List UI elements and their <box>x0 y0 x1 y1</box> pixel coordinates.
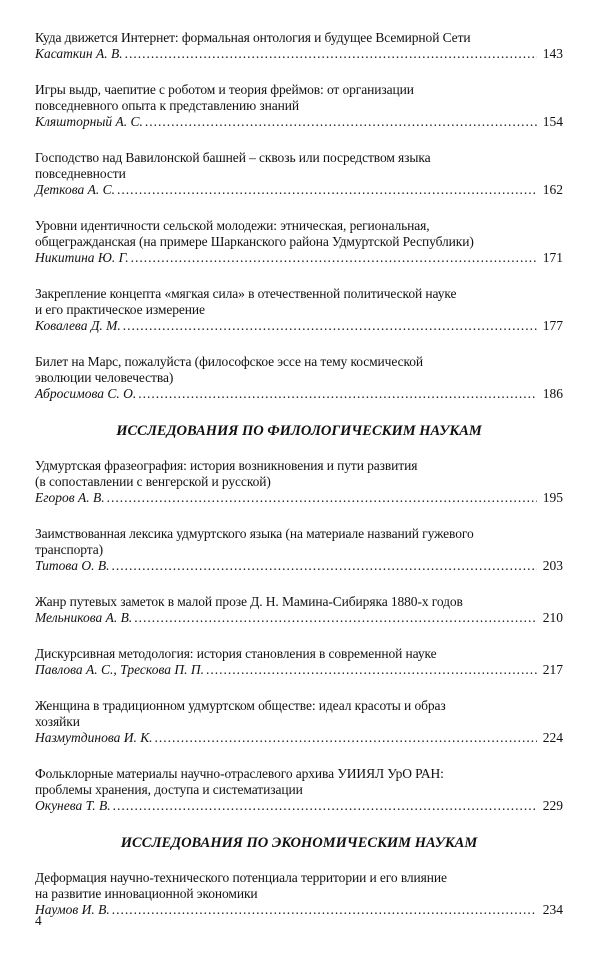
toc-entry[interactable] <box>35 458 563 506</box>
dot-leader <box>112 902 537 918</box>
entry-title-line: Игры выдр, чаепитие с роботом и теория фреймов: от организации <box>35 82 414 97</box>
entry-title <box>35 458 563 490</box>
entry-author: Назмутдинова И. К. <box>35 730 153 745</box>
entry-page-number: 186 <box>542 386 563 401</box>
entry-author-row <box>35 182 563 198</box>
entry-title-line: общегражданская (на примере Шарканского района Удмуртской Республики) <box>35 234 474 249</box>
entry-title-line: проблемы хранения, доступа и систематизации <box>35 782 303 797</box>
entry-title <box>35 354 563 386</box>
dot-leader <box>131 250 537 266</box>
dot-leader <box>134 610 537 626</box>
entry-title-line: Женщина в традиционном удмуртском обществе: идеал красоты и образ <box>35 698 446 713</box>
entry-title <box>35 30 563 46</box>
entry-title-line: Жанр путевых заметок в малой прозе Д. Н. Мамина-Сибиряка 1880-х годов <box>35 594 463 609</box>
entry-title-line: эволюции человечества) <box>35 370 174 385</box>
table-of-contents <box>35 30 563 938</box>
entry-page-number: 229 <box>542 798 563 813</box>
entry-author: Мельникова А. В. <box>35 610 133 625</box>
dot-leader <box>111 558 536 574</box>
toc-entry[interactable] <box>35 646 563 678</box>
page-number: 4 <box>35 913 42 928</box>
entry-title-line: Уровни идентичности сельской молодежи: этническая, региональная, <box>35 218 430 233</box>
entry-author: Окунева Т. В. <box>35 798 111 813</box>
entry-author: Павлова А. С., Трескова П. П. <box>35 662 204 677</box>
entry-author-row <box>35 490 563 506</box>
entry-author-row <box>35 46 563 62</box>
entry-title <box>35 646 563 662</box>
entry-author-row <box>35 114 563 130</box>
toc-entry[interactable] <box>35 286 563 334</box>
entry-author-row <box>35 250 563 266</box>
entry-title <box>35 870 563 902</box>
entry-title <box>35 218 563 250</box>
entry-title <box>35 286 563 318</box>
entry-title-line: Деформация научно-технического потенциала территории и его влияние <box>35 870 447 885</box>
toc-entry[interactable] <box>35 594 563 626</box>
entry-author: Егоров А. В. <box>35 490 105 505</box>
entry-page-number: 143 <box>542 46 563 61</box>
section-heading: ИССЛЕДОВАНИЯ ПО ФИЛОЛОГИЧЕСКИМ НАУКАМ <box>116 423 482 439</box>
entry-author-row <box>35 558 563 574</box>
entry-author: Титова О. В. <box>35 558 110 573</box>
entry-title-line: Удмуртская фразеография: история возникновения и пути развития <box>35 458 418 473</box>
dot-leader <box>138 386 537 402</box>
entry-author: Ковалева Д. М. <box>35 318 121 333</box>
entry-title-line: Фольклорные материалы научно-отраслевого архива УИИЯЛ УрО РАН: <box>35 766 444 781</box>
entry-page-number: 210 <box>542 610 563 625</box>
toc-entry[interactable] <box>35 30 563 62</box>
entry-title-line: Билет на Марс, пожалуйста (философское эссе на тему космической <box>35 354 424 369</box>
entry-title <box>35 698 563 730</box>
entry-page-number: 234 <box>542 902 563 917</box>
dot-leader <box>125 46 537 62</box>
toc-entry[interactable] <box>35 870 563 918</box>
entry-title <box>35 766 563 798</box>
toc-entry[interactable] <box>35 82 563 130</box>
entry-title-line: и его практическое измерение <box>35 302 205 317</box>
entry-title-line: на развитие инновационной экономики <box>35 886 258 901</box>
toc-entry[interactable] <box>35 218 563 266</box>
entry-page-number: 171 <box>542 250 563 265</box>
entry-author: Касаткин А. В. <box>35 46 123 61</box>
entry-author-row <box>35 902 563 918</box>
entry-page-number: 177 <box>542 318 563 333</box>
entry-author: Абросимова С. О. <box>35 386 137 401</box>
entry-author-row <box>35 610 563 626</box>
dot-leader <box>107 490 537 506</box>
entry-title <box>35 150 563 182</box>
entry-author: Никитина Ю. Г. <box>35 250 129 265</box>
entry-author: Деткова А. С. <box>35 182 115 197</box>
entry-title-line: Заимствованная лексика удмуртского языка (на материале названий гужевого <box>35 526 474 541</box>
dot-leader <box>206 662 537 678</box>
toc-entry[interactable] <box>35 354 563 402</box>
dot-leader <box>117 182 537 198</box>
dot-leader <box>113 798 537 814</box>
entry-title-line: повседневности <box>35 166 126 181</box>
entry-page-number: 154 <box>542 114 563 129</box>
entry-author-row <box>35 798 563 814</box>
entry-page-number: 203 <box>542 558 563 573</box>
entry-author: Кляшторный А. С. <box>35 114 143 129</box>
toc-entry[interactable] <box>35 698 563 746</box>
entry-page-number: 224 <box>542 730 563 745</box>
entry-title <box>35 594 563 610</box>
entry-author-row <box>35 318 563 334</box>
entry-title-line: Господство над Вавилонской башней – сквозь или посредством языка <box>35 150 431 165</box>
entry-title-line: (в сопоставлении с венгерской и русской) <box>35 474 271 489</box>
toc-entry[interactable] <box>35 150 563 198</box>
toc-entry[interactable] <box>35 526 563 574</box>
entry-title-line: транспорта) <box>35 542 104 557</box>
entry-title-line: Закрепление концепта «мягкая сила» в отечественной политической науке <box>35 286 457 301</box>
entry-author-row <box>35 730 563 746</box>
entry-title-line: хозяйки <box>35 714 80 729</box>
dot-leader <box>145 114 537 130</box>
entry-author: Наумов И. В. <box>35 902 110 917</box>
entry-author-row <box>35 386 563 402</box>
entry-author-row <box>35 662 563 678</box>
entry-page-number: 162 <box>542 182 563 197</box>
entry-title <box>35 526 563 558</box>
entry-page-number: 195 <box>542 490 563 505</box>
entry-title-line: повседневного опыта к представлению знаний <box>35 98 299 113</box>
dot-leader <box>155 730 537 746</box>
entry-title <box>35 82 563 114</box>
entry-title-line: Куда движется Интернет: формальная онтология и будущее Всемирной Сети <box>35 30 471 45</box>
dot-leader <box>123 318 537 334</box>
section-heading: ИССЛЕДОВАНИЯ ПО ЭКОНОМИЧЕСКИМ НАУКАМ <box>120 835 478 851</box>
entry-page-number: 217 <box>542 662 563 677</box>
entry-title-line: Дискурсивная методология: история становления в современной науке <box>35 646 437 661</box>
toc-entry[interactable] <box>35 766 563 814</box>
